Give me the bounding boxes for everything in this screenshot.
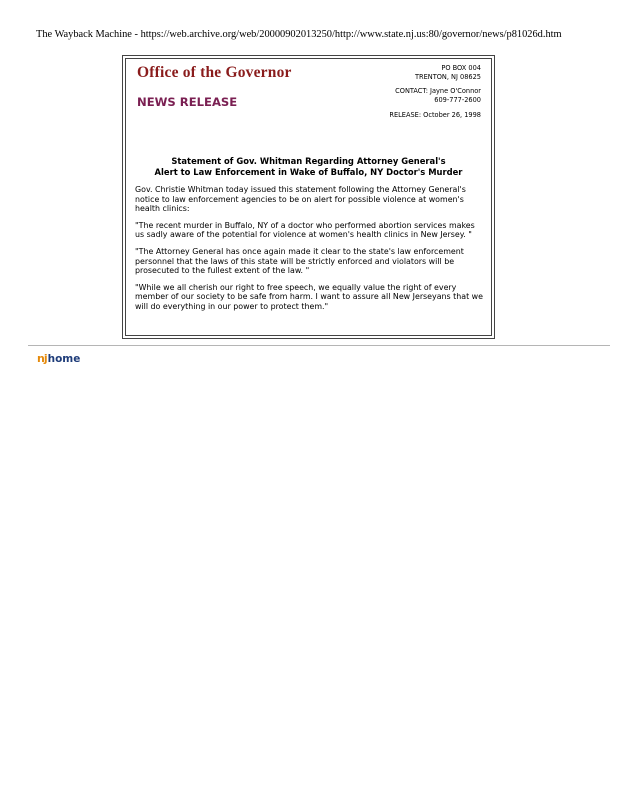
address-line-2: TRENTON, NJ 08625 <box>415 73 481 81</box>
news-release-inner-frame <box>125 58 492 336</box>
headline <box>126 156 491 178</box>
divider <box>28 345 610 346</box>
contact-block <box>395 87 481 105</box>
paragraph: Gov. Christie Whitman today issued this statement following the Attorney General's notice to law enforcement agencies to be on alert for possible violence at women's health clinics: <box>135 185 466 214</box>
paragraph: "The recent murder in Buffalo, NY of a doctor who performed abortion services makes us sadly aware of the potential for violence at women's health clinics in New Jersey. " <box>135 220 475 240</box>
address-block <box>415 64 481 82</box>
address-line-1: PO BOX 004 <box>441 64 481 72</box>
release-body <box>135 185 483 319</box>
office-title: Office of the Governor <box>137 64 292 81</box>
news-release-frame <box>122 55 495 339</box>
paragraph: "The Attorney General has once again made it clear to the state's law enforcement personnel that the laws of this state will be strictly enforced and violators will be prosecuted to the fullest extent of the law. " <box>135 246 464 276</box>
nj-logo-icon: nj <box>37 352 47 365</box>
contact-phone: 609-777-2600 <box>434 96 481 104</box>
contact-name: CONTACT: Jayne O'Connor <box>395 87 481 95</box>
wayback-header: The Wayback Machine - https://web.archive.org/web/20000902013250/http://www.state.nj.us:80/governor/news/p81026d.htm <box>36 29 562 40</box>
headline-line-2: Alert to Law Enforcement in Wake of Buffalo, NY Doctor's Murder <box>154 167 463 177</box>
news-release-label: NEWS RELEASE <box>137 95 238 109</box>
headline-line-1: Statement of Gov. Whitman Regarding Attorney General's <box>171 156 446 166</box>
release-date: RELEASE: October 26, 1998 <box>389 111 481 119</box>
paragraph: "While we all cherish our right to free speech, we equally value the right of every member of our society to be safe from harm. I want to assure all New Jerseyans that we will do everything in our power to protect them." <box>135 282 483 311</box>
home-label: home <box>47 353 81 365</box>
nj-home-link[interactable] <box>37 352 80 365</box>
